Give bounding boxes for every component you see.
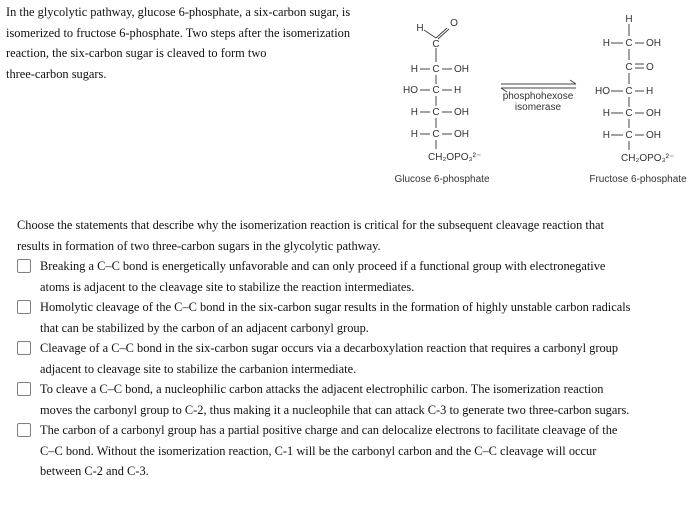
option-text-line: adjacent to cleavage site to stabilize the carbanion intermediate. [40,361,357,376]
answer-option-3[interactable] [15,338,695,379]
fructose-c3: C [625,86,633,97]
option-checkbox[interactable] [17,423,31,437]
option-text-line: Breaking a C–C bond is energetically unfavorable and can only proceed if a functional group with electronegative [40,259,606,273]
option-text-line: C–C bond. Without the isomerization reaction, C-1 will be the carbonyl carbon and the C–C cleavage will occur [40,443,597,458]
fructose-c4: C [625,108,633,119]
glucose-c5-right: OH [454,129,469,140]
fructose-c1-left: H [602,38,610,49]
fructose-c6-group: CH₂OPO₃²⁻ [621,153,675,164]
intro-line: reaction, the six-carbon sugar is cleaved to form two [6,46,267,60]
glucose-c4-left: H [410,107,418,118]
fructose-name: Fructose 6-phosphate [589,174,687,185]
intro-line: isomerized to fructose 6-phosphate. Two steps after the isomerization [6,25,351,40]
question-line: Choose the statements that describe why the isomerization reaction is critical for the subsequent cleavage reaction that [17,218,604,232]
option-checkbox[interactable] [17,259,31,273]
glucose-c2-left: H [410,64,418,75]
glucose-c3: C [432,85,440,96]
glucose-c4: C [432,107,440,118]
question-block [15,215,695,482]
answer-option-2[interactable] [15,297,695,338]
intro-paragraph [6,2,386,84]
option-text-line: To cleave a C–C bond, a nucleophilic carbon attacks the adjacent electrophilic carbon. The isomerization reaction [40,382,604,396]
option-text-line: moves the carbonyl group to C-2, thus making it a nucleophile that can attack C-3 to generate two three-carbon sugars. [40,402,630,417]
option-text-line: Cleavage of a C–C bond in the six-carbon sugar occurs via a decarboxylation reaction that requires a carbonyl group [40,341,619,355]
fructose-c3-left: HO [595,86,610,97]
glucose-c2-right: OH [454,64,469,75]
glucose-c5-left: H [410,129,418,140]
answer-option-1[interactable] [15,256,695,297]
option-text-line: Homolytic cleavage of the C–C bond in the six-carbon sugar results in the formation of highly unstable carbon radicals [40,300,631,314]
fructose-c5: C [625,130,633,141]
fructose-c4-right: OH [646,108,661,119]
option-text-line: The carbon of a carbonyl group has a partial positive charge and can delocalize electrons to facilitate cleavage of the [40,423,618,437]
glucose-c3-left: HO [403,85,418,96]
glucose-aldehyde-h: H [416,23,424,34]
fructose-top-h: H [625,14,633,25]
option-checkbox[interactable] [17,382,31,396]
question-line: results in formation of two three-carbon sugars in the glycolytic pathway. [17,238,381,253]
option-text-line: atoms is adjacent to the cleavage site to stabilize the reaction intermediates. [40,279,415,294]
fructose-c3-right: H [646,86,654,97]
answer-option-4[interactable] [15,379,695,420]
isomerization-scheme [380,0,700,200]
glucose-c1: C [432,39,440,50]
glucose-c6-group: CH₂OPO₃²⁻ [428,152,482,163]
intro-line: three-carbon sugars. [6,66,107,81]
fructose-c2: C [625,62,633,73]
fructose-c5-right: OH [646,130,661,141]
fructose-carbonyl-o: O [646,62,654,73]
option-text-line: that can be stabilized by the carbon of an adjacent carbonyl group. [40,320,369,335]
glucose-c3-right: H [454,85,462,96]
glucose-c4-right: OH [454,107,469,118]
enzyme-name-line2: isomerase [514,102,562,113]
glucose-c2: C [432,64,440,75]
fructose-c4-left: H [602,108,610,119]
option-checkbox[interactable] [17,341,31,355]
option-checkbox[interactable] [17,300,31,314]
answer-option-5[interactable] [15,420,695,482]
enzyme-name-line1: phosphohexose [502,91,574,102]
glucose-aldehyde-o: O [450,18,458,29]
glucose-c5: C [432,129,440,140]
intro-line: In the glycolytic pathway, glucose 6-phosphate, a six-carbon sugar, is [6,5,351,19]
fructose-c5-left: H [602,130,610,141]
fructose-c1: C [625,38,633,49]
fructose-c1-right: OH [646,38,661,49]
glucose-name: Glucose 6-phosphate [394,174,490,185]
option-text-line: between C-2 and C-3. [40,464,149,478]
